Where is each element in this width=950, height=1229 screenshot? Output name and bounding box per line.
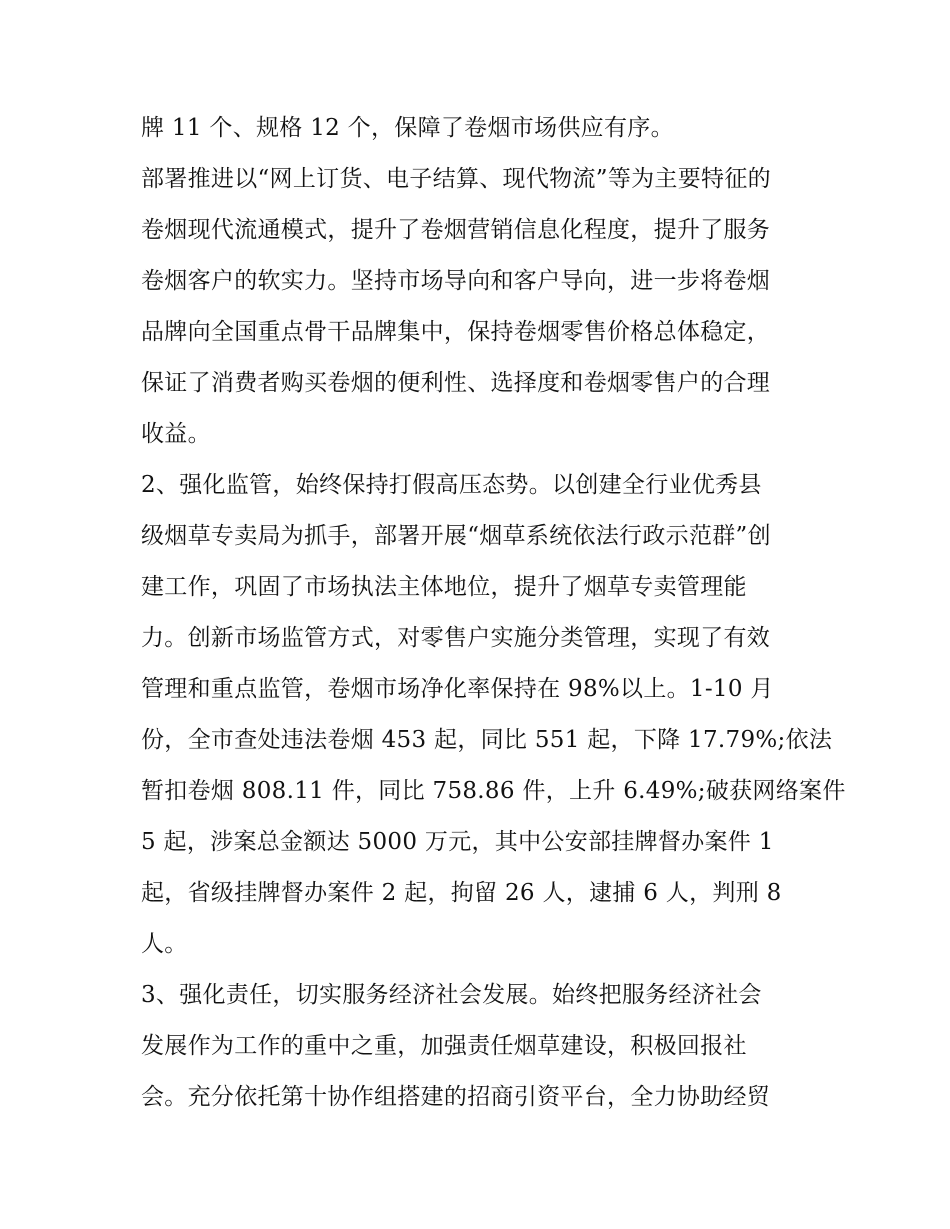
text-line: 力。创新市场监管方式，对零售户实施分类管理，实现了有效 xyxy=(141,625,771,651)
text-line: 暂扣卷烟 808.11 件，同比 758.86 件，上升 6.49%;破获网络案件 xyxy=(141,778,846,804)
text-line: 卷烟现代流通模式，提升了卷烟营销信息化程度，提升了服务 xyxy=(141,217,771,243)
text-line: 起，省级挂牌督办案件 2 起，拘留 26 人，逮捕 6 人，判刑 8 xyxy=(141,880,782,906)
text-line: 牌 11 个、规格 12 个，保障了卷烟市场供应有序。 xyxy=(141,115,674,141)
text-line: 部署推进以“网上订货、电子结算、现代物流”等为主要特征的 xyxy=(141,166,771,192)
text-line: 人。 xyxy=(141,931,188,957)
text-line: 收益。 xyxy=(141,421,211,447)
text-line: 发展作为工作的重中之重，加强责任烟草建设，积极回报社 xyxy=(141,1033,747,1059)
text-line: 保证了消费者购买卷烟的便利性、选择度和卷烟零售户的合理 xyxy=(141,370,771,396)
text-line: 3、强化责任，切实服务经济社会发展。始终把服务经济社会 xyxy=(141,982,762,1008)
text-line: 卷烟客户的软实力。坚持市场导向和客户导向，进一步将卷烟 xyxy=(141,268,771,294)
text-line: 品牌向全国重点骨干品牌集中，保持卷烟零售价格总体稳定， xyxy=(141,319,771,345)
body-text xyxy=(141,103,846,1123)
text-line: 会。充分依托第十协作组搭建的招商引资平台，全力协助经贸 xyxy=(141,1084,771,1110)
text-line: 管理和重点监管，卷烟市场净化率保持在 98%以上。1-10 月 xyxy=(141,676,774,702)
text-line: 级烟草专卖局为抓手，部署开展“烟草系统依法行政示范群”创 xyxy=(141,523,771,549)
text-line: 份，全市查处违法卷烟 453 起，同比 551 起，下降 17.79%;依法 xyxy=(141,727,833,753)
text-line: 5 起，涉案总金额达 5000 万元，其中公安部挂牌督办案件 1 xyxy=(141,829,774,855)
text-line: 建工作，巩固了市场执法主体地位，提升了烟草专卖管理能 xyxy=(141,574,747,600)
text-line: 2、强化监管，始终保持打假高压态势。以创建全行业优秀县 xyxy=(141,472,762,498)
